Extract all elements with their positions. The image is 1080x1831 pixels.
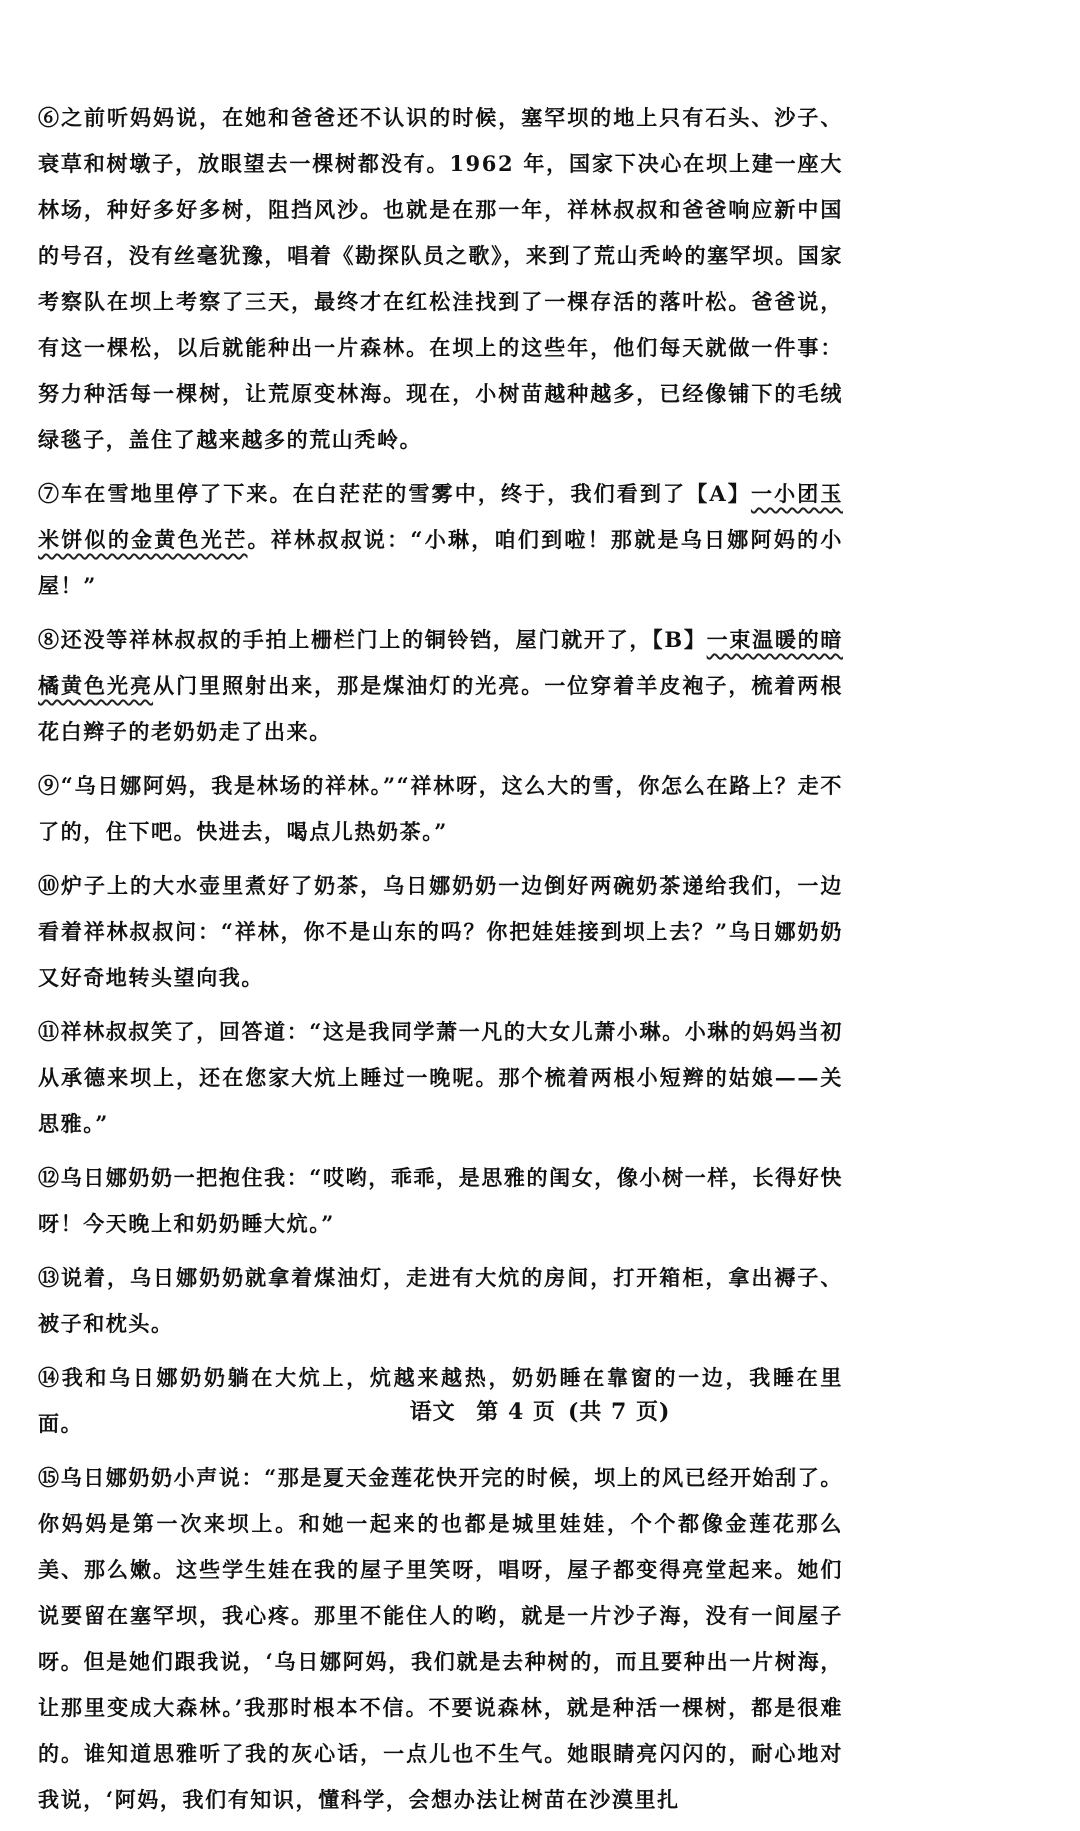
footer-page-number: 第 4 页 <box>476 1399 556 1425</box>
footer-total-pages: (共 7 页) <box>567 1399 671 1425</box>
underlined-phrase: 一小团玉米饼似的金黄色光芒 <box>38 481 843 552</box>
paragraph-number: ⑧ <box>38 627 61 652</box>
underlined-phrase: 一束温暖的暗橘黄色光亮 <box>38 627 843 698</box>
paragraph <box>38 763 843 855</box>
paragraph-text: 车在雪地里停了下来。在白茫茫的雪雾中，终于，我们看到了【A】 <box>61 481 751 506</box>
paragraph-text: 还没等祥林叔叔的手拍上栅栏门上的铜铃铛，屋门就开了，【B】 <box>60 627 707 652</box>
paragraph-number: ⑫ <box>38 1165 61 1190</box>
page-footer <box>0 1395 1080 1426</box>
paragraph <box>38 863 843 1001</box>
paragraph <box>38 1455 843 1823</box>
paragraph-text: 从门里照射出来，那是煤油灯的光亮。一位穿着羊皮袍子，梳着两根花白辫子的老奶奶走了出来。 <box>38 673 844 744</box>
paragraph-number: ⑪ <box>38 1019 61 1044</box>
paragraph-number: ⑨ <box>38 773 61 798</box>
paragraph <box>38 1009 843 1147</box>
paragraph-text: 之前听妈妈说，在她和爸爸还不认识的时候，塞罕坝的地上只有石头、沙子、衰草和树墩子，放眼望去一棵树都没有。1962 年，国家下决心在坝上建一座大林场，种好多好多树，阻挡风沙。也就是在那一年，祥林叔叔和爸爸响应新中国的号召，没有丝毫犹豫，唱着《勘探队员之歌》，来到了荒山秃岭的塞罕坝。国家考察队在坝上考察了三天，最终才在红松洼找到了一棵存活的落叶松。爸爸说，有这一棵松，以后就能种出一片森林。在坝上的这些年，他们每天就做一件事：努力种活每一棵树，让荒原变林海。现在，小树苗越种越多，已经像铺下的毛绒绿毯子，盖住了越来越多的荒山秃岭。 <box>38 105 843 452</box>
footer-subject: 语文 <box>409 1399 456 1425</box>
paragraph-text: 说着，乌日娜奶奶就拿着煤油灯，走进有大炕的房间，打开箱柜，拿出褥子、被子和枕头。 <box>38 1265 843 1336</box>
article-body <box>38 95 843 1831</box>
paragraph-text: 乌日娜奶奶一把抱住我：“哎哟，乖乖，是思雅的闺女，像小树一样，长得好快呀！今天晚上和奶奶睡大炕。” <box>38 1165 843 1236</box>
paragraph-number: ⑮ <box>38 1465 61 1490</box>
paragraph-number: ⑥ <box>38 105 62 130</box>
paragraph <box>38 1155 843 1247</box>
paragraph-text: “乌日娜阿妈，我是林场的祥林。”“祥林呀，这么大的雪，你怎么在路上？走不了的，住下吧。快进去，喝点儿热奶茶。” <box>38 773 843 844</box>
paragraph <box>38 471 843 609</box>
paragraph-number: ⑬ <box>38 1265 62 1290</box>
paragraph <box>38 95 843 463</box>
paragraph-number: ⑭ <box>38 1365 62 1390</box>
paragraph-text: 。祥林叔叔说：“小琳，咱们到啦！那就是乌日娜阿妈的小屋！” <box>38 527 843 598</box>
paragraph-number: ⑩ <box>38 873 62 898</box>
paragraph-text: 炉子上的大水壶里煮好了奶茶，乌日娜奶奶一边倒好两碗奶茶递给我们，一边看着祥林叔叔问：“祥林，你不是山东的吗？你把娃娃接到坝上去？”乌日娜奶奶又好奇地转头望向我。 <box>38 873 843 990</box>
paragraph-text: 乌日娜奶奶小声说：“那是夏天金莲花快开完的时候，坝上的风已经开始刮了。你妈妈是第一次来坝上。和她一起来的也都是城里娃娃，个个都像金莲花那么美、那么嫩。这些学生娃在我的屋子里笑呀，唱呀，屋子都变得亮堂起来。她们说要留在塞罕坝，我心疼。那里不能住人的哟，就是一片沙子海，没有一间屋子呀。但是她们跟我说，‘乌日娜阿妈，我们就是去种树的，而且要种出一片树海，让那里变成大森林。’我那时根本不信。不要说森林，就是种活一棵树，都是很难的。谁知道思雅听了我的灰心话，一点儿也不生气。她眼睛亮闪闪的，耐心地对我说，‘阿妈，我们有知识，懂科学，会想办法让树苗在沙漠里扎 <box>38 1465 843 1812</box>
paragraph-text: 祥林叔叔笑了，回答道：“这是我同学萧一凡的大女儿萧小琳。小琳的妈妈当初从承德来坝上，还在您家大炕上睡过一晚呢。那个梳着两根小短辫的姑娘——关思雅。” <box>38 1019 843 1136</box>
paragraph-number: ⑦ <box>38 481 62 506</box>
paragraph-text: 我和乌日娜奶奶躺在大炕上，炕越来越热，奶奶睡在靠窗的一边，我睡在里面。 <box>38 1365 844 1436</box>
paragraph <box>38 617 843 755</box>
paragraph <box>38 1255 843 1347</box>
